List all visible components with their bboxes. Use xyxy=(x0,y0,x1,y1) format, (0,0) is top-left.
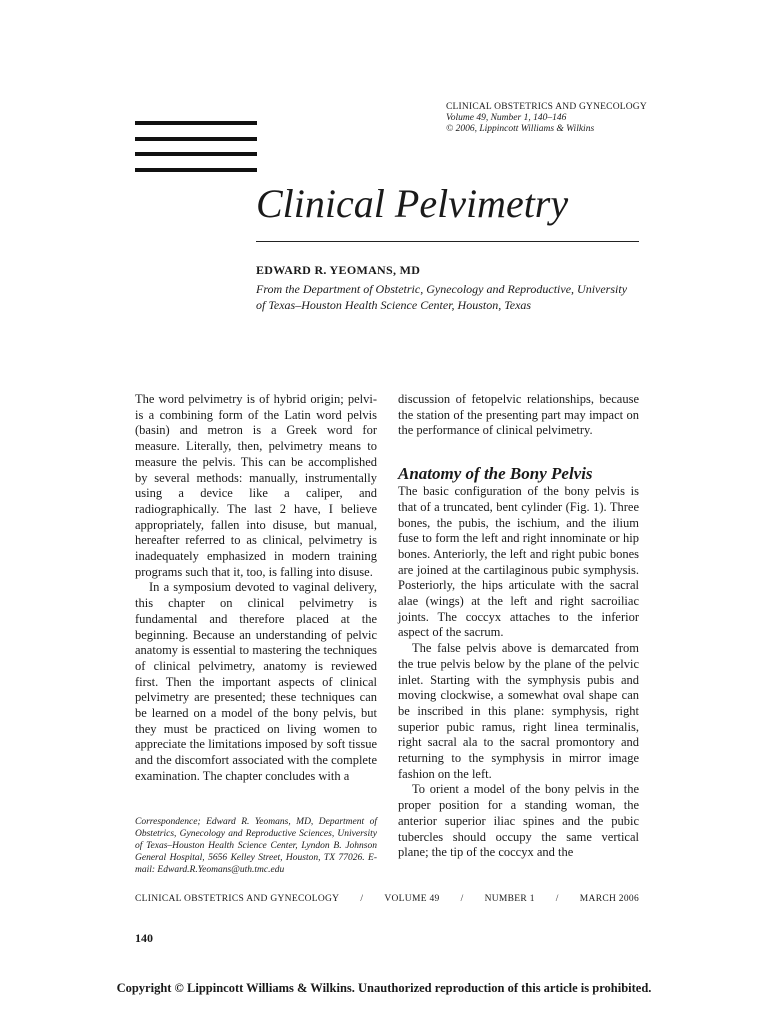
paragraph: discussion of fetopelvic relationships, because the station of the presenting part may impact on the performance of clinical pelvimetry. xyxy=(398,392,639,438)
paragraph: To orient a model of the bony pelvis in the proper position for a standing woman, the anterior superior iliac spines and the pubic tubercles should occupy the same vertical plane; the tip of the coccyx and the xyxy=(398,782,639,860)
footer-separator: / xyxy=(555,894,559,904)
footer-journal: CLINICAL OBSTETRICS AND GYNECOLOGY xyxy=(135,894,340,904)
paragraph: The word pelvimetry is of hybrid origin; pelvi- is a combining form of the Latin word pelvis (basin) and metron is a Greek word for measure. Literally, then, pelvimetry means to measure the pelvis. This can be accomplished by several methods: manually, instrumentally using a device like a caliper, and radiographically. The last 2 have, I believe appropriately, fallen into disuse, but manual, hereafter referred to as clinical, pelvimetry is inadequately emphasized in modern training programs such that it, too, is falling into disuse. xyxy=(135,392,377,579)
page-number: 140 xyxy=(135,931,153,945)
paragraph: In a symposium devoted to vaginal delivery, this chapter on clinical pelvimetry is fundamental and therefore placed at the beginning. Because an understanding of pelvic anatomy is essential to mastering the techniques of clinical pelvimetry, anatomy is reviewed first. Then the important aspects of clinical pelvimetry are presented; these techniques can be learned on a model of the bony pelvis, but they must be practiced on living women to appreciate the limitations imposed by soft tissue and the discomfort associated with the complete examination. The chapter concludes with a xyxy=(135,580,377,783)
volume-line: Volume 49, Number 1, 140–146 xyxy=(446,113,567,123)
column-left xyxy=(135,392,377,785)
publisher-copyright: © 2006, Lippincott Williams & Wilkins xyxy=(446,124,595,134)
footer-volume: VOLUME 49 xyxy=(384,894,440,904)
journal-header xyxy=(446,102,647,135)
decorative-bars xyxy=(135,121,257,183)
bar-1 xyxy=(135,121,257,125)
column-right xyxy=(398,392,639,861)
title-rule xyxy=(256,241,639,242)
author-name: EDWARD R. YEOMANS, MD xyxy=(256,263,421,277)
section-heading: Anatomy of the Bony Pelvis xyxy=(398,464,593,484)
footer-separator: / xyxy=(360,894,364,904)
bar-2 xyxy=(135,137,257,141)
bar-3 xyxy=(135,152,257,156)
paragraph: The false pelvis above is demarcated from the true pelvis below by the plane of the pelvic inlet. Starting with the symphysis pubis and moving clockwise, a somewhat oval shape can be inscribed in this plane: symphysis, right superior pubic ramus, right linea terminalis, right sacral ala to the sacral promontory and returning to the symphysis in mirror image fashion on the left. xyxy=(398,641,639,781)
bar-4 xyxy=(135,168,257,172)
running-footer xyxy=(135,894,639,904)
footer-date: MARCH 2006 xyxy=(579,894,639,904)
correspondence-note: Correspondence; Edward R. Yeomans, MD, Department of Obstetrics, Gynecology and Reproductive Sciences, University of Texas–Houston Health Science Center, Lyndon B. Johnson General Hospital, 5656 Kelley Street, Houston, TX 77026. E-mail: Edward.R.Yeomans@uth.tmc.edu xyxy=(135,817,377,875)
paragraph: The basic configuration of the bony pelvis is that of a truncated, bent cylinder (Fig. 1). Three bones, the pubis, the ischium, and the ilium fuse to form the left and right innominate or hip bones. Anteriorly, the left and right pubic bones are joined at the cartilaginous pubic symphysis. Posteriorly, the hips articulate with the sacral alae (wings) at the left and right sacroiliac joints. The coccyx attaches to the inferior aspect of the sacrum. xyxy=(398,484,639,640)
copyright-notice: Copyright © Lippincott Williams & Wilkins. Unauthorized reproduction of this article is prohibited. xyxy=(116,981,652,995)
author-affiliation: From the Department of Obstetric, Gynecology and Reproductive, University of Texas–Houston Health Science Center, Houston, Texas xyxy=(256,282,628,312)
journal-name: CLINICAL OBSTETRICS AND GYNECOLOGY xyxy=(446,102,647,112)
article-title: Clinical Pelvimetry xyxy=(256,181,569,226)
footer-separator: / xyxy=(460,894,464,904)
footer-number: NUMBER 1 xyxy=(484,894,535,904)
